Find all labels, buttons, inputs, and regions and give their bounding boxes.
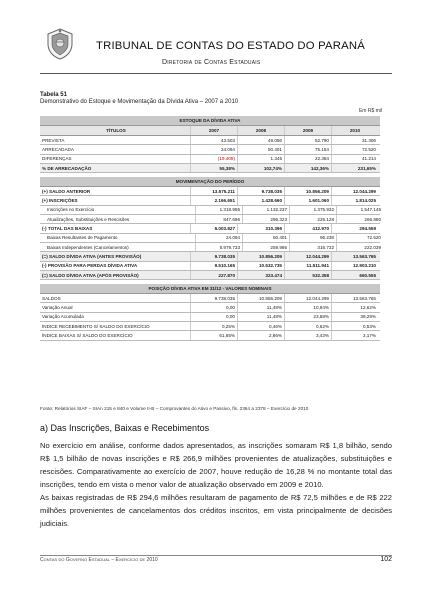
- table-source: Fonte: Relatórios SIAF – SIAn 215 e 840 e Volume II-B – Comprovantes do Ativo e Passivo, fls. 2364 a 2378 – Exercício de 2010: [40, 406, 309, 411]
- table-row: [40, 303, 380, 312]
- row-value: 10,94%: [284, 303, 331, 311]
- row-label: ÍNDICE RECEBIMENTO S/ SALDO DO EXERCÍCIO: [42, 323, 150, 329]
- row-value: 10.856.209: [284, 187, 331, 195]
- row-label: (=) SALDO DÍVIDA ATIVA (ANTES PROVISÃO): [42, 253, 142, 259]
- paragraph-2: As baixas registradas de R$ 294,6 milhões resultaram de pagamento de R$ 72,5 milhões e de R$ 222 milhões provenientes de cancelamentos dos créditos inscritos, em vista principalmente de decisões judiciais.: [40, 493, 392, 528]
- row-value: 55,38%: [190, 164, 237, 172]
- row-value: 0,25%: [190, 322, 237, 330]
- row-value: 2,17%: [331, 331, 378, 339]
- row-value: 3,43%: [284, 331, 331, 339]
- row-value: 49.056: [237, 136, 284, 144]
- row-value: 10.532.735: [237, 262, 284, 270]
- col-year: 2009: [284, 126, 331, 135]
- row-value: 1.318.955: [195, 206, 242, 214]
- header-subtitle: Diretoria de Contas Estaduais: [162, 59, 261, 66]
- row-value: 9.738.035: [190, 294, 237, 302]
- header-divider: [40, 73, 392, 74]
- row-label: (=) SALDO DÍVIDA ATIVA (APÓS PROVISÃO): [42, 272, 139, 278]
- footer-divider: [40, 555, 392, 556]
- row-value: 41.214: [331, 155, 378, 163]
- row-value: 11.511.941: [284, 262, 331, 270]
- row-label: Inscrições no Exercício: [47, 207, 95, 213]
- table-row: [40, 262, 380, 271]
- row-label: Atualizações, Substituições e Rescisões: [47, 216, 130, 222]
- table-row: [40, 294, 380, 303]
- row-value: 0,46%: [237, 322, 284, 330]
- row-value: 9.738.035: [237, 187, 284, 195]
- row-value: 11,48%: [237, 303, 284, 311]
- row-value: 23,68%: [284, 313, 331, 321]
- row-value: 1.345: [237, 155, 284, 163]
- row-value: 39,29%: [331, 313, 378, 321]
- table-row: [40, 224, 380, 233]
- row-value: 316.732: [289, 243, 336, 251]
- row-value: 294.559: [331, 224, 378, 232]
- row-value: 52.790: [284, 136, 331, 144]
- row-label: ARRECADADA: [42, 146, 74, 152]
- row-value: 1.814.025: [331, 196, 378, 204]
- row-label: Baixas Independentes (Cancelamentos): [47, 244, 129, 250]
- row-value: 24.094: [190, 145, 237, 153]
- table-row: [40, 322, 380, 331]
- row-value: 13.575.211: [190, 187, 237, 195]
- table-row: [40, 155, 380, 164]
- row-value: 323.474: [237, 271, 284, 279]
- row-label: DIFERENÇAS: [42, 156, 72, 162]
- row-value: 102,74%: [237, 164, 284, 172]
- row-value: 11,48%: [237, 313, 284, 321]
- row-value: 1.601.060: [284, 196, 331, 204]
- row-value: 2.166.651: [190, 196, 237, 204]
- row-value: 72.520: [331, 145, 378, 153]
- header-title: TRIBUNAL DE CONTAS DO ESTADO DO PARANÁ: [96, 40, 365, 52]
- position-rows: [40, 294, 380, 340]
- row-value: 10.856.209: [237, 294, 284, 302]
- col-year: 2008: [237, 126, 284, 135]
- row-value: 1.375.932: [289, 206, 336, 214]
- row-label: Variação Anual: [42, 305, 73, 311]
- row-value: 12.044.299: [331, 187, 378, 195]
- row-value: 12,62%: [331, 303, 378, 311]
- row-value: 6.003.827: [190, 224, 237, 232]
- row-value: 1.132.237: [242, 206, 289, 214]
- row-value: 5.979.733: [195, 243, 242, 251]
- row-value: 75.154: [284, 145, 331, 153]
- coat-of-arms-icon: [46, 28, 74, 60]
- footer-text: Contas do Governo Estadual – Exercício de 2010: [40, 557, 158, 563]
- row-value: 24.094: [195, 234, 242, 242]
- col-titles: TÍTULOS: [106, 128, 126, 133]
- table-row: [40, 136, 380, 145]
- col-year: 2010: [331, 126, 378, 135]
- table-row: [40, 271, 380, 280]
- table-row: [40, 313, 380, 322]
- row-value: 43.503: [190, 136, 237, 144]
- row-value: 13.563.765: [331, 294, 378, 302]
- row-value: 259.995: [242, 243, 289, 251]
- row-value: 10.856.209: [237, 252, 284, 260]
- table-row: [40, 145, 380, 154]
- row-value: 0,00: [190, 303, 237, 311]
- table-row: [40, 187, 380, 196]
- row-value: 12.044.299: [284, 294, 331, 302]
- row-label: (+) SALDO ANTERIOR: [42, 188, 91, 194]
- row-value: 61,65%: [190, 331, 237, 339]
- banner-movement: MOVIMENTAÇÃO DO PERÍODO: [40, 177, 380, 187]
- row-value: 9.510.165: [190, 262, 237, 270]
- row-label: (-) PROVISÃO PARA PERDAS DÍVIDA ATIVA: [42, 263, 138, 269]
- table-row: [40, 196, 380, 205]
- row-value: 9.738.035: [190, 252, 237, 260]
- row-value: 142,36%: [284, 164, 331, 172]
- row-label: ÍNDICE BAIXAS S/ SALDO DO EXERCÍCIO: [42, 332, 133, 338]
- table-row: [40, 206, 380, 215]
- stock-rows: [40, 136, 380, 173]
- banner-stock: ESTOQUE DA DÍVIDA ATIVA: [40, 116, 380, 126]
- row-label: (+) INSCRIÇÕES: [42, 198, 78, 204]
- row-label: PREVISTA: [42, 137, 65, 143]
- row-value: 31.306: [331, 136, 378, 144]
- row-value: 222.039: [336, 243, 383, 251]
- row-label: SALDOS: [42, 295, 61, 301]
- debt-table: [40, 116, 380, 341]
- paragraph-1: No exercício em análise, conforme dados apresentados, as inscrições somaram R$ 1,8 bilhão, sendo R$ 1,5 bilhão de novas inscrições e R$ 266,9 milhões provenientes de atualizações, substituições e rescisões. Comparativamente ao exercício de 2007, houve redução de 16,28 % no montante total das inscrições, tendo em vista o menor valor de atualização observado em 2009 e 2010.: [40, 441, 392, 489]
- row-value: 266.880: [336, 215, 383, 223]
- row-value: 0,53%: [331, 322, 378, 330]
- row-value: 72.520: [336, 234, 383, 242]
- row-value: 660.555: [331, 271, 378, 279]
- column-header-row: [40, 126, 380, 136]
- row-value: 296.323: [242, 215, 289, 223]
- row-value: 310.396: [237, 224, 284, 232]
- table-label: Tabela 51: [40, 92, 67, 98]
- row-value: 227.870: [190, 271, 237, 279]
- row-label: Variação Acumulada: [42, 314, 84, 320]
- movement-rows: [40, 187, 380, 280]
- row-value: 231,65%: [331, 164, 378, 172]
- row-value: 12.044.299: [284, 252, 331, 260]
- row-value: 2,86%: [237, 331, 284, 339]
- row-value: (19.409): [190, 155, 237, 163]
- row-value: 12.903.210: [331, 262, 378, 270]
- row-value: 13.563.765: [331, 252, 378, 260]
- row-value: 1.547.145: [336, 206, 383, 214]
- table-row: [40, 215, 380, 224]
- row-value: 412.970: [284, 224, 331, 232]
- table-unit: Em R$ mil: [358, 108, 382, 114]
- row-value: 0,62%: [284, 322, 331, 330]
- row-value: 225.128: [289, 215, 336, 223]
- table-row: [40, 252, 380, 261]
- table-caption: Demonstrativo do Estoque e Movimentação da Dívida Ativa – 2007 a 2010: [40, 99, 239, 105]
- row-value: 50.401: [242, 234, 289, 242]
- banner-position: POSIÇÃO DÍVIDA ATIVA EM 31/12 - VALORES NOMINAIS: [40, 284, 380, 294]
- row-label: (-) TOTAL DAS BAIXAS: [42, 226, 93, 232]
- table-row: [40, 243, 380, 252]
- section-title: a) Das Inscrições, Baixas e Recebimentos: [40, 423, 210, 433]
- row-value: 532.358: [284, 271, 331, 279]
- row-label: % DE ARRECADAÇÃO: [42, 165, 92, 171]
- table-row: [40, 164, 380, 173]
- row-value: 1.428.660: [237, 196, 284, 204]
- table-row: [40, 234, 380, 243]
- row-value: 22.364: [284, 155, 331, 163]
- col-year: 2007: [190, 126, 237, 135]
- table-row: [40, 331, 380, 340]
- row-value: 50.401: [237, 145, 284, 153]
- row-value: 0,00: [190, 313, 237, 321]
- row-value: 96.238: [289, 234, 336, 242]
- page-number: 102: [380, 556, 392, 563]
- row-value: 847.696: [195, 215, 242, 223]
- row-label: Baixas Resultantes de Pagamento: [47, 235, 118, 241]
